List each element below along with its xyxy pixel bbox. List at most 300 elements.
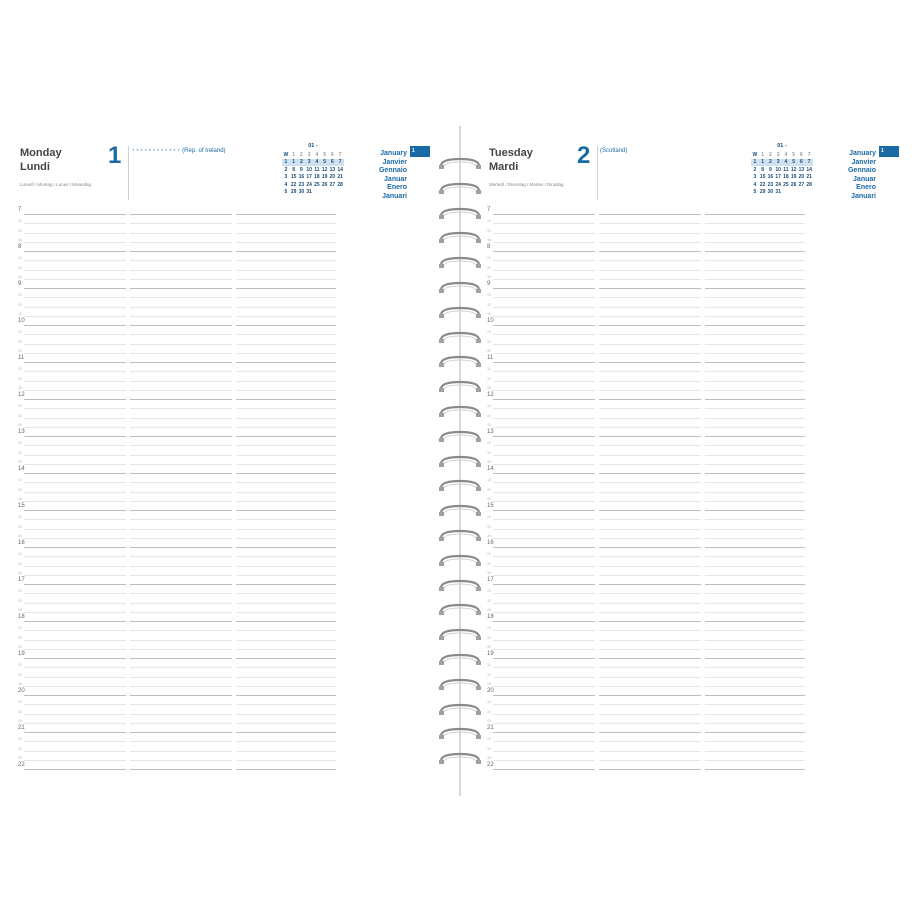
grid-segment [236,390,336,391]
quarter-line[interactable] [462,538,910,539]
quarter-line[interactable] [10,353,458,354]
grid-segment [24,677,126,678]
calendar-day[interactable]: 11 [314,166,320,173]
hour-label: 22 [18,762,25,768]
quarter-line[interactable] [10,575,458,576]
grid-segment [599,214,701,215]
quarter-label: 15 [18,219,22,224]
hour-line[interactable] [10,732,458,733]
calendar-day[interactable]: 24 [775,181,781,188]
quarter-line[interactable] [462,233,910,234]
quarter-line[interactable] [462,316,910,317]
hour-line[interactable] [10,436,458,437]
right-month-tab[interactable]: 1 [879,146,899,157]
spiral-ring-icon [437,479,483,493]
quarter-line[interactable] [10,445,458,446]
quarter-line[interactable] [462,566,910,567]
calendar-day[interactable]: 6 [330,159,334,166]
quarter-line[interactable] [10,371,458,372]
calendar-day[interactable]: 25 [783,181,789,188]
quarter-line[interactable] [10,223,458,224]
hour-line[interactable] [462,214,910,215]
grid-segment [493,630,595,631]
calendar-day[interactable]: 27 [329,181,336,188]
calendar-day[interactable]: 15 [759,174,766,181]
calendar-day[interactable]: 29 [759,189,766,196]
grid-segment [493,362,595,363]
calendar-day[interactable]: 24 [306,181,312,188]
quarter-line[interactable] [462,307,910,308]
calendar-day[interactable]: 15 [290,174,297,181]
grid-segment [24,344,126,345]
grid-segment [705,501,805,502]
hour-line[interactable] [462,732,910,733]
hour-line[interactable] [462,436,910,437]
quarter-line[interactable] [10,408,458,409]
hour-line[interactable] [10,251,458,252]
quarter-line[interactable] [462,593,910,594]
grid-segment [493,519,595,520]
calendar-day[interactable]: 13 [798,166,805,173]
quarter-line[interactable] [10,381,458,382]
grid-segment [599,288,701,289]
grid-segment [493,529,595,530]
calendar-day[interactable]: 11 [783,166,789,173]
calendar-day[interactable]: 20 [329,174,336,181]
grid-segment [130,260,232,261]
grid-segment [24,251,126,252]
grid-segment [130,288,232,289]
grid-segment [24,408,126,409]
grid-segment [236,603,336,604]
grid-segment [24,316,126,317]
hour-line[interactable] [462,547,910,548]
quarter-line[interactable] [462,408,910,409]
grid-segment [705,390,805,391]
hour-line[interactable] [462,510,910,511]
spiral-ring-icon [437,455,483,469]
calendar-day[interactable]: 29 [290,189,297,196]
hour-line[interactable] [462,621,910,622]
calendar-day[interactable]: 21 [806,174,812,181]
calendar-day[interactable]: 18 [314,174,320,181]
quarter-line[interactable] [462,519,910,520]
calendar-day[interactable]: 5 [792,159,796,166]
quarter-label: 30 [487,302,491,307]
grid-segment [130,242,232,243]
calendar-day[interactable]: 10 [306,166,312,173]
grid-segment [599,686,701,687]
quarter-line[interactable] [462,279,910,280]
hour-line[interactable] [10,769,458,770]
quarter-line[interactable] [10,630,458,631]
grid-segment [705,760,805,761]
quarter-line[interactable] [10,270,458,271]
quarter-label: 30 [487,709,491,714]
grid-segment [493,408,595,409]
quarter-line[interactable] [10,501,458,502]
quarter-label: 15 [18,478,22,483]
grid-segment [24,723,126,724]
quarter-line[interactable] [10,741,458,742]
grid-segment [236,640,336,641]
calendar-day[interactable]: 19 [790,174,797,181]
quarter-line[interactable] [10,519,458,520]
hour-line[interactable] [10,621,458,622]
grid-segment [24,658,126,659]
grid-segment [24,307,126,308]
calendar-day[interactable]: 17 [306,174,312,181]
quarter-line[interactable] [462,649,910,650]
calendar-day[interactable]: 7 [338,159,342,166]
quarter-line[interactable] [10,640,458,641]
calendar-day[interactable]: 5 [323,159,327,166]
quarter-line[interactable] [10,677,458,678]
quarter-line[interactable] [462,427,910,428]
quarter-line[interactable] [10,279,458,280]
quarter-line[interactable] [10,612,458,613]
hour-line[interactable] [462,288,910,289]
quarter-line[interactable] [462,223,910,224]
weekday-header-cell: 2 [768,151,772,158]
calendar-day[interactable]: 18 [783,174,789,181]
weekday-header-cell: 5 [792,151,796,158]
quarter-line[interactable] [462,381,910,382]
grid-segment [130,316,232,317]
quarter-line[interactable] [462,529,910,530]
grid-segment [599,427,701,428]
hour-label: 11 [487,355,494,361]
grid-segment [705,732,805,733]
quarter-line[interactable] [10,714,458,715]
quarter-line[interactable] [462,270,910,271]
calendar-day[interactable]: 30 [767,189,774,196]
quarter-line[interactable] [10,751,458,752]
quarter-line[interactable] [10,492,458,493]
spiral-ring-icon [437,182,483,196]
calendar-day[interactable]: 16 [298,174,305,181]
quarter-line[interactable] [10,603,458,604]
hour-line[interactable] [462,251,910,252]
calendar-day[interactable]: 27 [798,181,805,188]
quarter-label: 15 [487,663,491,668]
quarter-line[interactable] [10,482,458,483]
quarter-line[interactable] [462,741,910,742]
quarter-line[interactable] [462,714,910,715]
quarter-line[interactable] [462,640,910,641]
quarter-line[interactable] [10,297,458,298]
calendar-day[interactable]: 6 [799,159,803,166]
quarter-line[interactable] [462,751,910,752]
grid-segment [493,242,595,243]
quarter-line[interactable] [462,760,910,761]
quarter-line[interactable] [462,603,910,604]
calendar-day[interactable]: 14 [337,166,343,173]
quarter-label: 45 [18,644,22,649]
grid-segment [236,242,336,243]
calendar-day[interactable]: 31 [775,189,781,196]
calendar-day[interactable]: 10 [775,166,781,173]
grid-segment [599,510,701,511]
calendar-day[interactable]: 28 [806,181,812,188]
calendar-day[interactable]: 12 [321,166,328,173]
calendar-day[interactable]: 3 [307,159,311,166]
quarter-line[interactable] [10,667,458,668]
quarter-line[interactable] [10,556,458,557]
hour-line[interactable] [10,695,458,696]
quarter-line[interactable] [10,233,458,234]
grid-segment [599,242,701,243]
spiral-ring-icon [437,256,483,270]
quarter-label: 30 [18,598,22,603]
quarter-line[interactable] [10,529,458,530]
grid-segment [599,640,701,641]
quarter-line[interactable] [10,455,458,456]
calendar-day[interactable]: 8 [292,166,296,173]
calendar-day[interactable]: 19 [321,174,328,181]
grid-segment [130,427,232,428]
calendar-day[interactable]: 1 [761,159,765,166]
quarter-line[interactable] [462,390,910,391]
calendar-day[interactable]: 21 [337,174,343,181]
month-name: Janvier [382,158,407,166]
calendar-day[interactable]: 26 [321,181,328,188]
grid-segment [599,455,701,456]
hour-line[interactable] [462,362,910,363]
hour-label: 13 [487,429,494,435]
grid-segment [599,223,701,224]
calendar-day[interactable]: 16 [767,174,774,181]
quarter-line[interactable] [10,704,458,705]
quarter-line[interactable] [10,464,458,465]
quarter-line[interactable] [462,556,910,557]
grid-segment [236,223,336,224]
grid-segment [24,418,126,419]
calendar-day[interactable]: 7 [807,159,811,166]
week-number: 3 [753,174,757,181]
quarter-line[interactable] [462,260,910,261]
hour-line[interactable] [462,769,910,770]
grid-segment [599,658,701,659]
calendar-day[interactable]: 28 [337,181,343,188]
quarter-line[interactable] [462,492,910,493]
quarter-line[interactable] [462,445,910,446]
hour-line[interactable] [462,658,910,659]
grid-segment [493,381,595,382]
quarter-line[interactable] [10,390,458,391]
quarter-line[interactable] [462,667,910,668]
mini-calendar-week-row [751,159,813,167]
calendar-day[interactable]: 8 [761,166,765,173]
quarter-line[interactable] [462,371,910,372]
quarter-line[interactable] [462,686,910,687]
calendar-day[interactable]: 13 [329,166,336,173]
hour-line[interactable] [10,547,458,548]
hour-line[interactable] [462,695,910,696]
hour-line[interactable] [10,214,458,215]
quarter-line[interactable] [462,677,910,678]
quarter-line[interactable] [10,316,458,317]
right-day-name [489,146,533,174]
quarter-line[interactable] [10,427,458,428]
quarter-line[interactable] [10,344,458,345]
grid-segment [236,260,336,261]
quarter-line[interactable] [462,334,910,335]
grid-segment [705,519,805,520]
calendar-day[interactable]: 9 [768,166,772,173]
grid-segment [24,640,126,641]
week-number: 4 [753,181,757,188]
quarter-label: 30 [487,746,491,751]
calendar-day[interactable]: 25 [314,181,320,188]
month-name: Januar [853,175,876,183]
grid-segment [236,214,336,215]
grid-segment [236,418,336,419]
calendar-day[interactable]: 3 [776,159,780,166]
quarter-label: 15 [18,515,22,520]
grid-segment [24,760,126,761]
calendar-day[interactable]: 2 [299,159,303,166]
quarter-line[interactable] [10,566,458,567]
hour-line[interactable] [10,399,458,400]
quarter-line[interactable] [462,464,910,465]
calendar-day[interactable]: 9 [299,166,303,173]
quarter-line[interactable] [462,455,910,456]
hour-line[interactable] [462,325,910,326]
quarter-line[interactable] [462,482,910,483]
grid-segment [24,390,126,391]
grid-segment [236,667,336,668]
grid-segment [493,316,595,317]
quarter-line[interactable] [462,575,910,576]
grid-segment [705,695,805,696]
quarter-line[interactable] [10,649,458,650]
quarter-label: 45 [18,348,22,353]
grid-segment [599,399,701,400]
left-day-multilingual: Lunedì / Montag / Lunes / Maandag [20,182,92,187]
hour-line[interactable] [462,473,910,474]
calendar-day[interactable]: 31 [306,189,312,196]
hour-line[interactable] [10,658,458,659]
calendar-day[interactable]: 26 [790,181,797,188]
calendar-day[interactable]: 23 [298,181,305,188]
quarter-line[interactable] [462,704,910,705]
grid-segment [24,381,126,382]
grid-segment [24,510,126,511]
quarter-label: 45 [487,607,491,612]
calendar-day[interactable]: 4 [784,159,788,166]
quarter-line[interactable] [462,353,910,354]
quarter-line[interactable] [10,593,458,594]
grid-segment [493,214,595,215]
quarter-label: 45 [487,274,491,279]
grid-segment [493,334,595,335]
quarter-line[interactable] [10,760,458,761]
hour-line[interactable] [10,288,458,289]
grid-segment [493,307,595,308]
quarter-line[interactable] [462,344,910,345]
quarter-label: 15 [18,441,22,446]
grid-segment [493,510,595,511]
weekday-header-cell: 1 [761,151,765,158]
quarter-label: 30 [487,413,491,418]
calendar-day[interactable]: 12 [790,166,797,173]
hour-line[interactable] [10,362,458,363]
calendar-day[interactable]: 30 [298,189,305,196]
quarter-line[interactable] [462,630,910,631]
grid-segment [24,260,126,261]
grid-segment [24,649,126,650]
hour-line[interactable] [10,584,458,585]
grid-segment [24,714,126,715]
hour-label: 11 [18,355,25,361]
grid-segment [493,704,595,705]
left-month-tab[interactable]: 1 [410,146,430,157]
hour-line[interactable] [10,510,458,511]
calendar-day[interactable]: 22 [759,181,766,188]
grid-segment [493,482,595,483]
spiral-ring-icon [437,504,483,518]
quarter-line[interactable] [10,242,458,243]
grid-segment [599,307,701,308]
week-number: 2 [284,166,288,173]
quarter-line[interactable] [10,260,458,261]
quarter-line[interactable] [10,723,458,724]
quarter-line[interactable] [462,501,910,502]
hour-line[interactable] [462,584,910,585]
grid-segment [130,371,232,372]
quarter-line[interactable] [10,686,458,687]
calendar-day[interactable]: 4 [315,159,319,166]
spiral-ring-icon [437,628,483,642]
quarter-label: 30 [487,450,491,455]
calendar-day[interactable]: 23 [767,181,774,188]
quarter-line[interactable] [10,418,458,419]
grid-segment [493,223,595,224]
calendar-day[interactable]: 20 [798,174,805,181]
quarter-line[interactable] [462,723,910,724]
quarter-line[interactable] [462,612,910,613]
hour-line[interactable] [462,399,910,400]
calendar-day[interactable]: 1 [292,159,296,166]
week-number: 1 [753,159,757,166]
grid-segment [599,547,701,548]
quarter-line[interactable] [462,297,910,298]
hour-line[interactable] [10,325,458,326]
calendar-day[interactable]: 22 [290,181,297,188]
grid-segment [24,473,126,474]
quarter-line[interactable] [10,538,458,539]
weekday-header-cell: 2 [299,151,303,158]
spiral-ring-icon [437,653,483,667]
grid-segment [705,334,805,335]
quarter-line[interactable] [462,418,910,419]
grid-segment [599,464,701,465]
hour-line[interactable] [10,473,458,474]
grid-segment [130,270,232,271]
calendar-day[interactable]: 14 [806,166,812,173]
quarter-line[interactable] [462,242,910,243]
grid-segment [493,556,595,557]
quarter-line[interactable] [10,307,458,308]
calendar-day[interactable]: 17 [775,174,781,181]
quarter-label: 15 [487,404,491,409]
quarter-line[interactable] [10,334,458,335]
calendar-day[interactable]: 2 [768,159,772,166]
quarter-label: 30 [487,672,491,677]
grid-segment [705,723,805,724]
quarter-label: 45 [487,681,491,686]
